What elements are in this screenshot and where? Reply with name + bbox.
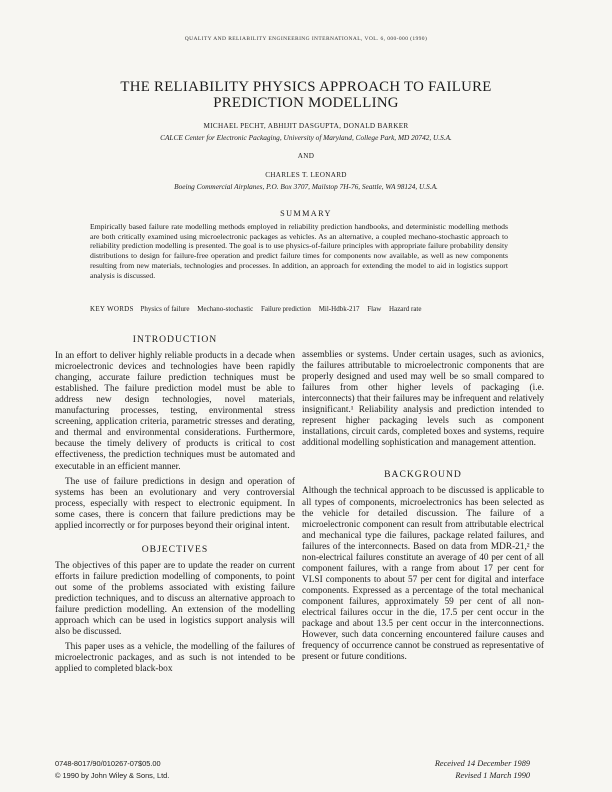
objectives-paragraph-2: This paper uses as a vehicle, the modelling of the failures of microelectronic packages, and as such is not intended to be applied to completed black-box (55, 642, 295, 675)
keyword: Physics of failure (140, 305, 190, 313)
keyword: Flaw (367, 305, 382, 313)
keywords-label: KEY WORDS (90, 305, 134, 313)
objectives-paragraph-1: The objectives of this paper are to update the reader on current efforts in failure prediction modelling of components, to point out some of the problems associated with existing failure prediction techniques, and to discuss an alternative approach to failure prediction modelling. An extension of the modelling approach which can be used in logistics support analysis will also be discussed. (55, 560, 295, 638)
left-column (55, 334, 295, 675)
objectives-heading: OBJECTIVES (141, 543, 209, 555)
keyword: Hazard rate (389, 305, 422, 313)
revised-date: Revised 1 March 1990 (455, 771, 530, 780)
introduction-heading: INTRODUCTION (132, 334, 218, 345)
affiliation-secondary: Boeing Commercial Airplanes, P.O. Box 3707, Mailstop 7H-76, Seattle, WA 98124, U.S.A. (174, 182, 438, 191)
footer-publication-info (55, 758, 169, 782)
introduction-paragraph-2: The use of failure predictions in design and operation of systems has been an evolutionary and very controversial process, especially with respect to electronic equipment. In some cases, there is concern that failure predictions may be applied incorrectly or for purposes beyond their original intent. (55, 476, 295, 531)
paper-title-line-2: PREDICTION MODELLING (213, 95, 399, 111)
journal-header: QUALITY AND RELIABILITY ENGINEERING INTERNATIONAL, VOL. 6, 000-000 (1990) (184, 36, 428, 42)
copyright-notice: © 1990 by John Wiley & Sons, Ltd. (55, 771, 170, 780)
background-paragraph-1: Although the technical approach to be discussed is applicable to all types of components, microelectronics has been selected as the vehicle for detailed discussion. The failure of a microelectronic component can result from attributable electrical and mechanical type die failures, package related failures, and failures of the interconnects. Based on data from MDR-21,² the non-electrical failures constitute an average of 40 per cent of all component failures, with a range from about 17 per cent for VLSI components to about 57 per cent for digital and interface components. Expressed as a percentage of the total mechanical component failures, approximately 59 per cent of all non-electrical failures occur in the die, 17.5 per cent occur in the package and about 13.5 per cent occur in the interconnections. However, such data concerning encountered failure causes and frequency of occurrence cannot be construed as representative of present or future conditions. (302, 486, 544, 663)
footer-dates (380, 758, 530, 782)
keyword: Mil-Hdbk-217 (318, 305, 360, 313)
received-date: Received 14 December 1989 (434, 759, 530, 768)
paper-title-line-1: THE RELIABILITY PHYSICS APPROACH TO FAILURE (120, 79, 492, 95)
keyword: Failure prediction (260, 305, 311, 313)
keywords-line (90, 305, 520, 313)
summary-heading: SUMMARY (280, 209, 332, 218)
issn-code: 0748-8017/90/010267-07$05.00 (55, 759, 161, 768)
affiliation-primary: CALCE Center for Electronic Packaging, University of Maryland, College Park, MD 20742, U.S.A. (160, 133, 452, 142)
right-column (302, 350, 544, 663)
keyword: Mechano-stochastic (197, 305, 254, 313)
continued-paragraph: assemblies or systems. Under certain usages, such as avionics, the failures attributable to microelectronic components that are properly designed and used may well be so small compared to failures from other higher levels of packaging (i.e. interconnects) that their failures may be infrequent and relatively insignificant.¹ Reliability analysis and prediction intended to represent higher packaging levels such as component installations, circuit cards, completed boxes and systems, require additional modelling sophistication and management attention. (302, 350, 544, 449)
introduction-paragraph-1: In an effort to deliver highly reliable products in a decade when microelectronic devices and technologies have been rapidly changing, accurate failure prediction techniques must be established. The failure prediction model must be able to address new design technologies, novel materials, manufacturing processes, testing, environmental stress screening, application criteria, parametric stresses and derating, and thermal and environmental considerations. Furthermore, because the timely delivery of products is critical to cost effectiveness, the prediction techniques must be automated and executable in an efficient manner. (55, 351, 295, 472)
author-separator: AND (297, 152, 315, 160)
background-heading: BACKGROUND (384, 469, 462, 481)
authors-secondary: CHARLES T. LEONARD (265, 171, 347, 179)
authors-primary: MICHAEL PECHT, ABHIJIT DASGUPTA, DONALD BARKER (203, 122, 409, 130)
summary-text: Empirically based failure rate modelling methods employed in reliability prediction handbooks, and deterministic modelling methods are both critically examined using microelectronic packages as vehicles. As an alternative, a coupled mechano-stochastic approach to reliability prediction modelling is presented. The goal is to use physics-of-failure principles with appropriate failure probability density distributions to design for failure-free operation and predict failure times for components now available, as well as new components resulting from new materials, technologies and processes. In addition, an approach for extending the model to aid in logistics support analysis is discussed. (90, 222, 508, 280)
